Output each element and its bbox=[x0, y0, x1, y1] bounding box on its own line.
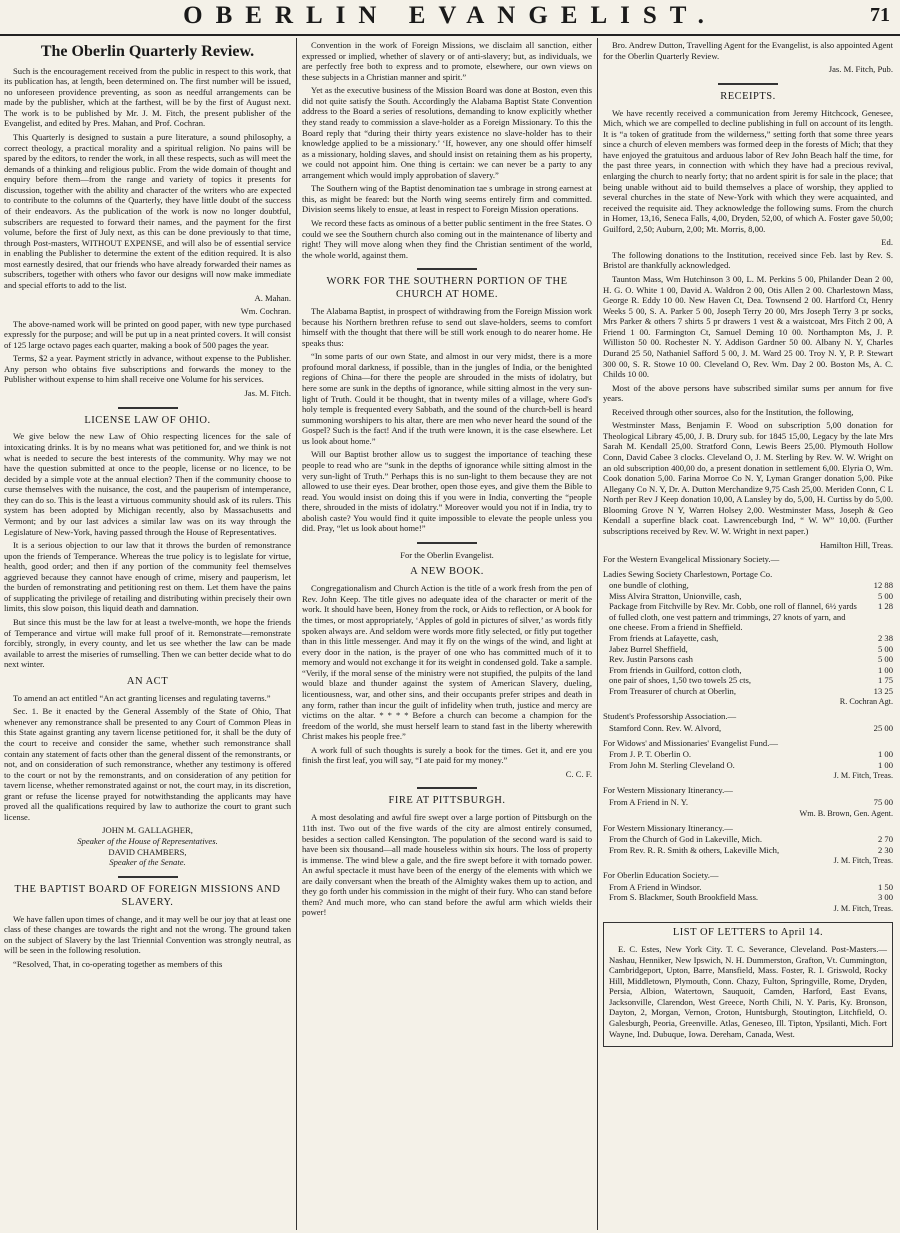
receipts-paragraph: Most of the above persons have subscribed similar sums per annum for five years. bbox=[603, 382, 893, 404]
receipt-label: Rev. Justin Parsons cash bbox=[609, 654, 693, 665]
review-paragraph: Such is the encouragement received from the public in respect to this work, that its publication has, at length, been determined on. The first number will be issued, no unforeseen providence preventing, as soon as needful arrangements can be made by the publisher, which at the farthest, will be by the first of August next. The work is to be published by Mr. J. M. Fitch, the present publisher of the Evangelist, and edited by Pres. Mahan, and Prof. Cochran. bbox=[4, 65, 291, 129]
letters-text: E. C. Estes, New York City. T. C. Severance, Cleveland. Post-Masters.—Nashau, Henniker, New Ipswich, N. H. Dummerston, Grafton, Vt. Cummington, Cambridgeport, Upton, Barre, Mansfield, Mass. Foster, R. I. Griswold, Rocky Hill, Middletown, Plymouth, Conn. Chazy, Fulton, Springville, Rome, Dryden, Persia, Albion, Watertown, Sauquoit, Camden, Harford, East Evans, Jacksonville, Clarendon, West Greece, North Chili, N. Y. Paris, Ky. Bronson, Dayton, 2, Morgan, Vernon, Croton, Huntsburgh, Stoutington, Litchfield, O. Galesburgh, Peoria, Greenville. Atlas, Geneseo, Ill. Tipton, Ypsilanti, Mich. Fort Wayne, Ind. Dubuque, Iowa. Dereham, Canada, West. bbox=[609, 944, 887, 1039]
southern-title: WORK FOR THE SOUTHERN PORTION OF THE CHURCH AT HOME. bbox=[326, 276, 568, 301]
license-paragraph: But since this must be the law for at least a twelve-month, we hope the friends of Temperance and virtue will make full proof of it. Remonstrate—remonstrate forcibly, strongly, in every county, and let us see whether the law can be made available to arrest the miseries of rumselling. Then we can better decide what to do next winter. bbox=[4, 617, 291, 670]
receipt-amount: 2 70 bbox=[877, 834, 893, 845]
receipt-amount: 5 00 bbox=[877, 590, 893, 601]
signature: J. M. Fitch, Treas. bbox=[833, 904, 893, 914]
receipt-amount: 12 88 bbox=[873, 580, 893, 591]
receipt-amount: 2 30 bbox=[877, 844, 893, 855]
receipt-row bbox=[603, 882, 893, 893]
review-paragraph: Terms, $2 a year. Payment strictly in advance, without expense to the Publisher. Any person who obtains five subscriptions and forwards the money to the Publisher without expense to him shall receive one Volume for his services. bbox=[4, 353, 291, 385]
receipts-title: RECEIPTS. bbox=[720, 90, 776, 102]
column-1 bbox=[4, 40, 291, 1228]
receipt-amount: 5 00 bbox=[877, 654, 893, 665]
southern-paragraph: The Alabama Baptist, in prospect of withdrawing from the Foreign Mission work because his Northern brethren refuse to send out slave-holders, seems to comfort himself with the thought that there will be still work enough to do nearer home. He speaks thus: bbox=[302, 306, 592, 348]
column-divider bbox=[597, 38, 598, 1230]
receipt-label: From Rev. R. R. Smith & others, Lakeville Mich, bbox=[609, 844, 780, 855]
receipt-row bbox=[603, 749, 893, 760]
license-paragraph: It is a serious objection to our law that it throws the burden of remonstrance upon the friends of Temperance. Whereas the true policy is to legislate for virtue, health, good order; and then if any portion of the community feel themselves aggrieved because they cannot have enough of crime, misery and pauperism, let the burden of remonstrating and petitioning rest on them. Let them have the pains of supplicating the privilege of retailing and distributing within precisely their own limits, this slow poison, this liquid death and damnation. bbox=[4, 540, 291, 614]
widows-list bbox=[603, 749, 893, 770]
signature: Hamilton Hill, Treas. bbox=[819, 539, 893, 550]
receipt-row bbox=[603, 834, 893, 845]
southern-paragraph: Will our Baptist brother allow us to suggest the importance of teaching these people to read who are “sunk in the depths of ignorance while sitting almost in the very sun-light of Truth.” Perhaps this is no sun-light to them because they are not allowed to use their eyes. Dear brother, open those eyes, and give them the Bible to read. You would insist on doing this if you were in India, converting the “people there, shrouded in the mists of idolatry.” Moreover would you not if in India, try to abolish caste? You would find it quite impossible to elevate the people unless you did. Pray, “let us look about home!” bbox=[302, 449, 592, 534]
fund-subheading: Ladies Sewing Society Charlestown, Portage Co. bbox=[603, 568, 773, 579]
signature: Jas. M. Fitch, Pub. bbox=[828, 64, 893, 75]
signature: Wm. Cochran. bbox=[240, 306, 291, 317]
act-title: AN ACT bbox=[126, 675, 169, 687]
license-title: LICENSE LAW OF OHIO. bbox=[84, 414, 211, 426]
baptist-paragraph: We record these facts as ominous of a better public sentiment in the free States. O could we see the Southern church also coming out in the maintenance of liberty and right! They will move along when they find the Christian sentiment of the world, the whole world, against them. bbox=[302, 218, 592, 260]
book-paragraph: A work full of such thoughts is surely a book for the times. Get it, and ere you finish the first leaf, you will say, “I ate paid for my money.” bbox=[302, 744, 592, 766]
receipt-row bbox=[603, 845, 893, 856]
fire-title: FIRE AT PITTSBURGH. bbox=[388, 795, 506, 807]
fund-heading: Student's Professorship Association.— bbox=[603, 711, 737, 722]
fund-heading: For the Western Evangelical Missionary Society.— bbox=[603, 554, 780, 565]
receipts-paragraph: We have recently received a communication from Jeremy Hitchcock, Genesee, Mich, which we are compelled to decline publishing in full on account of its length. It is “a token of gratitude from the wilderness,” setting forth that some three years since a church of eleven members was formed deep in the forests of Mich; that they have enjoyed the gratuitous and arduous labor of Rev John Beach half the time, for the past three years, in connection with which they have had a precious revival, enlarging the church to nearly forty; that no ardent spirit is for sale in the place; that being unable without aid to build themselves a place of worship, they applied to several churches in the state of New-York with which they were acquainted, and received the requisite aid. They acknowledge the following sums. From the church in Homer, 13,16, Seneca Falls, 4,00, Dryden, 52,00, of which A. Foster gave 50,00; Guilford, 2,50; Auburn, 2,00; Mt. Morris, 8,00. bbox=[603, 107, 893, 234]
receipt-label: one bundle of clothing, bbox=[609, 580, 689, 591]
receipt-amount: 1 00 bbox=[877, 664, 893, 675]
receipt-row bbox=[603, 675, 893, 686]
act-signatory: JOHN M. GALLAGHER, bbox=[102, 825, 193, 836]
receipt-amount: 13 25 bbox=[873, 685, 893, 696]
receipt-label: one pair of shoes, 1,50 two towels 25 cts, bbox=[609, 675, 752, 686]
fund-heading: For Western Missionary Itinerancy.— bbox=[603, 785, 733, 796]
baptist-paragraph: We have fallen upon times of change, and it may well be our joy that at least one class of these changes are towards the right and not the wrong. The ground taken on the subject of Slavery by the last Triennial Convention was strongly neutral, as will be seen in the following resolution. bbox=[4, 913, 291, 956]
baptist-title: THE BAPTIST BOARD OF FOREIGN MISSIONS AND SLAVERY. bbox=[14, 883, 281, 908]
signature: A. Mahan. bbox=[254, 293, 291, 304]
book-preheading: For the Oberlin Evangelist. bbox=[400, 549, 494, 560]
receipt-label: From friends in Guilford, cotton cloth, bbox=[609, 664, 742, 675]
act-signatory: DAVID CHAMBERS, bbox=[108, 846, 187, 857]
signature: J. M. Fitch, Treas. bbox=[833, 856, 893, 866]
receipt-row bbox=[603, 723, 893, 734]
receipt-label: From S. Blackmer, South Brookfield Mass. bbox=[609, 892, 759, 903]
receipt-row bbox=[603, 654, 893, 665]
receipt-label: From John M. Sterling Cleveland O. bbox=[609, 759, 735, 770]
receipt-amount: 1 75 bbox=[877, 675, 893, 686]
itinerancy2-list bbox=[603, 834, 893, 855]
receipt-row bbox=[603, 633, 893, 644]
education-list bbox=[603, 882, 893, 903]
fund-heading: For Oberlin Education Society.— bbox=[603, 870, 719, 881]
section-separator bbox=[417, 542, 477, 544]
baptist-paragraph: Yet as the executive business of the Mission Board was done at Boston, even this did not quite satisfy the South. Accordingly the Alabama Baptist State Convention address to the Board a series of resolutions, demanding to know explicitly whether they stand ready to commission a slave-holder as a Foreign Missionary. To this the Board reply that “during their thirty years existence no slave-holder has to their knowledge applied to be a missionary.’ ‘If, however, any one should offer himself as a missionary, holding slaves, and should insist on retaining them as his property, we could not appoint him. One thing is certain: we can never be a party to any arrangement which would imply approbation of slavery.” bbox=[302, 85, 592, 180]
signature: C. C. F. bbox=[565, 768, 592, 779]
receipt-label: From Treasurer of church at Oberlin, bbox=[609, 685, 736, 696]
receipt-amount: 5 00 bbox=[877, 643, 893, 654]
southern-paragraph: “In some parts of our own State, and almost in our very midst, there is a more profound moral darkness, if possible, than in the jungles of India, or the benighted regions of China—for there the people are shrouded in the mists of idolatry, but here some are sunk in the depths of ignorance, while sitting almost in the very sun-light of Truth. Could it be thought, that in twenty miles of a village, where God's holy temple is frequented every Sabbath, and the sound of the church-bell is heard summoning worshipers to his altar, there are men who never heard the sound of the Gospel? Such is the fact! And if the truth were known, it is the case elsewhere. Let us look about home.” bbox=[302, 351, 592, 446]
fund-heading: For Widows' and Missionaries' Evangelist Fund.— bbox=[603, 737, 778, 748]
receipt-row bbox=[603, 644, 893, 655]
agent-notice: Bro. Andrew Dutton, Travelling Agent for the Evangelist, is also appointed Agent for the Oberlin Quarterly Review. bbox=[603, 40, 893, 61]
receipt-label: From J. P. T. Oberlin O. bbox=[609, 749, 692, 760]
section-separator bbox=[417, 268, 477, 270]
receipt-amount: 1 00 bbox=[877, 749, 893, 760]
book-title: A NEW BOOK. bbox=[410, 566, 484, 578]
receipts-paragraph: Received through other sources, also for the Institution, the following, bbox=[612, 406, 854, 417]
section-separator bbox=[118, 407, 178, 409]
receipts-paragraph: The following donations to the Institution, received since Feb. last by Rev. S. Bristol are thankfully acknowledged. bbox=[603, 249, 893, 271]
receipt-row bbox=[603, 665, 893, 676]
receipt-label: From friends at Lafayette, cash, bbox=[609, 633, 719, 644]
page-number: 71 bbox=[870, 4, 890, 26]
section-separator bbox=[417, 787, 477, 789]
itinerancy-list bbox=[603, 797, 893, 808]
review-paragraph: The above-named work will be printed on good paper, with new type purchased expressly for the purpose; and will be put up in a neat printed covers. It will consist of 125 large octavo pages each quarter, making a book of 500 pages the year. bbox=[4, 318, 291, 350]
act-text: Sec. 1. Be it enacted by the General Assembly of the State of Ohio, That whenever any remonstrance shall be presented to any Court of Common Pleas in this State against granting any tavern license petitioned for, it shall be the duty of the court to receive and consider the same, whether such remonstrance shall contain any statement of facts other than the general dissent of the remonstrants, or not, and on consideration of such remonstrance, whether any testimony is offered to the court or not by the remonstrants, and on consideration of any petition for tavern license, whether remonstrated against or not, the court may, in its discretion, grant or refuse the license prayed for notwithstanding the applicants may have proved all the qualifications required by law to authorize the court to grant such license. bbox=[4, 706, 291, 822]
receipt-row bbox=[603, 797, 893, 808]
receipt-row bbox=[603, 892, 893, 903]
receipt-row bbox=[603, 591, 893, 602]
receipt-amount: 75 00 bbox=[873, 796, 893, 807]
receipt-label: Miss Alvira Stratton, Unionville, cash, bbox=[609, 590, 742, 601]
receipts-paragraph: Taunton Mass, Wm Hutchinson 3 00, L. M. Perkins 5 00, Philander Dean 2 00, H. G. O. White 1 00, David A. Waldron 2 00, Otis Allen 2 00. Charlestown Mass, George R. Eddy 10 00. New Haven Ct, Dea. Townsend 2 00. Hartford Ct, Henry Weeks 5 00, S. A. Parker 5 00, Joseph Terry 20 00, Mrs Joseph Terry 3 pr socks, Mrs Parker & others 7 shirts 5 pr drawers 1 vest & a waistcoat, Mrs Fitch 2 00, A Friend 1 00. Farmington Ct, Samuel Deming 10 00. Northampton Ms, J. P. Williston 50 00. Rochester N. Y. Addison Gardner 50 00. Albany N. Y, Charles Durand 25 50, Nathaniel Safford 5 00, J. M. Ward 25 00. Troy N. Y, P. P. Stewart 300 00, S. R. Stowe 10 00. Cleveland O, Rev. Wm. Day 2 00. Boston Ms, A. C. Childs 10 00. bbox=[603, 274, 893, 380]
receipt-amount: 25 00 bbox=[873, 723, 893, 734]
receipt-amount: 2 38 bbox=[877, 633, 893, 644]
receipt-label: Package from Fitchville by Rev. Mr. Cobb, one roll of flannel, 6½ yards of fulled cloth, one vest pattern and trimmings, 27 knots of yarn, and one cheese. From a friend in Sheffield. bbox=[609, 601, 857, 633]
act-subtitle: To amend an act entitled “An act granting licenses and regulating taverns.” bbox=[13, 692, 271, 703]
section-separator bbox=[118, 876, 178, 878]
receipt-amount: 1 00 bbox=[877, 759, 893, 770]
license-paragraph: We give below the new Law of Ohio respecting licences for the sale of intoxicating drinks. It is by no means what was petitioned for, and we think is not what is needed to secure the best interests of the community. Why may we not have the question submitted at once to the people, license or no licence, to be decided by a simple vote at the annual election? Then if the community choose to curse themselves with the nuisance, the cost, and the pauperism of intemperance, they can do so. This is the least a virtuous community should ask of its rulers. This system has been adopted by Michigan recently, also by Massachusetts and Vermont; and by our last advices a similar law was on its way through the Legislature of New-York, having passed through the House of Representatives. bbox=[4, 431, 291, 537]
masthead bbox=[0, 0, 900, 36]
masthead-title: OBERLIN EVANGELIST. bbox=[183, 2, 717, 29]
receipt-row bbox=[603, 686, 893, 697]
baptist-paragraph: Convention in the work of Foreign Missions, we disclaim all sanction, either expressed or implied, whether of slavery or of anti-slavery; but, as individuals, we are perfectly free both to express and to promote, elsewhere, our own views on these subjects in a Christian manner and spirit.” bbox=[302, 40, 592, 82]
receipt-label: Jabez Burrel Sheffield, bbox=[609, 643, 688, 654]
column-3 bbox=[603, 40, 893, 1228]
signature: Jas. M. Fitch. bbox=[244, 387, 291, 398]
signature: R. Cochran Agt. bbox=[839, 697, 893, 707]
baptist-paragraph: The Southern wing of the Baptist denomination tae s umbrage in strong earnest at this, as might be feared: but the North wing seems entirely firm and committed. Division seems likely to ensue, at least in respect to Foreign Mission operations. bbox=[302, 183, 592, 215]
receipt-row bbox=[603, 760, 893, 771]
receipt-label: From A Friend in Windsor. bbox=[609, 881, 702, 892]
column-2 bbox=[302, 40, 592, 1228]
act-signatory-role: Speaker of the House of Representatives. bbox=[77, 836, 218, 847]
signature: Wm. B. Brown, Gen. Agent. bbox=[799, 808, 893, 818]
receipt-label: From A Friend in N. Y. bbox=[609, 796, 689, 807]
act-signatory-role: Speaker of the Senate. bbox=[109, 857, 186, 868]
receipt-row bbox=[603, 580, 893, 591]
receipts-paragraph: Westminster Mass, Benjamin F. Wood on subscription 5,00 donation for Theological Library 45,00, J. B. Drury sub. for 1845 15,00, Legacy by the late Mrs Sarah M. Kendall 25,00. Stratford Conn, Lewis Beers 25,00. Plymouth Hollow Conn, David Cabee 3 clocks. Cleveland O, J. M. Sterling by Rev. W. W. Wright on an old subscription 400,00 do, a present donation in settlement 6,00. Elyria O, Wm. Cook donation 5,00. Farina Morroe Co N. Y, Lyman Granger donation 5,00. Pike Allegany Co N. Y, Dr. A. Dutton Merchandize 9,75 Cash 25,00. Meriden Conn, C L North per Rev J Keep donation 10,00, A Lansley by do, 5,00, H. Curtiss by do 5,00. Blooming Grove N Y, Warren Holsey 2,00. Westminster Mass, Joseph & Geo Kendall a superfine black coat. Lawrenceburgh Ind, “ W. W” 10,00. (Further subscriptions received by Rev. W. W. Wright in next paper.) bbox=[603, 420, 893, 536]
review-paragraph: This Quarterly is designed to sustain a pure literature, a sound philosophy, a correct theology, a practical morality and a spiritual religion. No pains will be spared by the editors, to render the work, in all these respects, such as will meet the demands of a thinking and religious public. From the wide domain of thought and enquiry before them—from the range and variety of topics it presents for discussion, together with the ability and character of the writers who are expected to contribute to the columns of the Quarterly, they have little doubt of the success of their endeavors. As the publication of the work is now no longer doubtful, subscribers are requested to forward their names, and the payment for the first volume, before the first of July next, as this can be done previously to that time, through Post-masters, WITHOUT EXPENSE, and will also be of essential service in enabling the Publisher to determine the extent of the edition required. It is also most earnestly desired, that our friends who have already forwarded their names as subscribers, together with others who favor our designs will now make immediate and special efforts to add to the list. bbox=[4, 132, 291, 290]
signature: J. M. Fitch, Treas. bbox=[833, 771, 893, 781]
baptist-paragraph: “Resolved, That, in co-operating together as members of this bbox=[13, 958, 223, 969]
book-paragraph: Congregationalism and Church Action is the title of a work fresh from the pen of Rev. John Keep. The title gives no adequate idea of the character or merit of the work. It should have been, Honey from the rock, or Aids to reflection, or A book for the times, or most appropriately, ‘Apples of gold in pictures of silver,’ as words fitly spoken always are. And seldom were words more fitly selected, or fitly put together than in this little messenger. And may it fly on the wings of the wind, and light at every door in the nation, is the prayer of one who has committed much of it to memory and would not exchange it for its weight in condensed gold. Take a sample. “Verily, if the moral sense of the ministry were not stupified, the pulpits of the land would blaze and thunder against the system of American Slavery, dueling, licentiousness, war, and other sins, and their occupants prefer stripes and death in any form, rather than incur the guilt of infidelity when truth, justice and mercy are victims on the altar. * * * * Before a church can become a champion for the freedom of the world, she must herself learn to stand fast in the liberty wherewith Christ makes his people free.” bbox=[302, 583, 592, 742]
receipt-amount: 3 00 bbox=[877, 892, 893, 903]
receipt-amount: 1 50 bbox=[877, 881, 893, 892]
fund-heading: For Western Missionary Itinerancy.— bbox=[603, 822, 733, 833]
receipt-row bbox=[603, 601, 893, 633]
ladies-list bbox=[603, 580, 893, 696]
column-divider bbox=[296, 38, 297, 1230]
letters-box bbox=[603, 922, 893, 1047]
fire-paragraph: A most desolating and awful fire swept over a large portion of Pittsburgh on the 11th inst. Two out of the five wards of the city are almost entirely consumed, besides a section called Kensington. The population of the second ward is said to have been six thousand—all made houseless within six hours. The loss of property is immense. The wind blew a gale, and the fire swept before it with tornado power. An awful spectacle it must have been of the energy of the elements with which we are daily conversant when the breath of the Almighty wakes them up to action, and they go forth under his commission in the might of their fury. Who can stand before them? And much more, who can stand before the awful arm which wields their power! bbox=[302, 812, 592, 918]
students-list bbox=[603, 723, 893, 734]
receipt-label: Stamford Conn. Rev. W. Alvord, bbox=[609, 723, 722, 734]
receipt-label: From the Church of God in Lakeville, Mich. bbox=[609, 834, 762, 845]
letters-title: LIST OF LETTERS to April 14. bbox=[672, 927, 824, 939]
receipt-amount: 1 28 bbox=[877, 601, 893, 612]
signature: Ed. bbox=[881, 237, 893, 248]
review-title: The Oberlin Quarterly Review. bbox=[40, 43, 255, 60]
section-separator bbox=[718, 83, 778, 85]
